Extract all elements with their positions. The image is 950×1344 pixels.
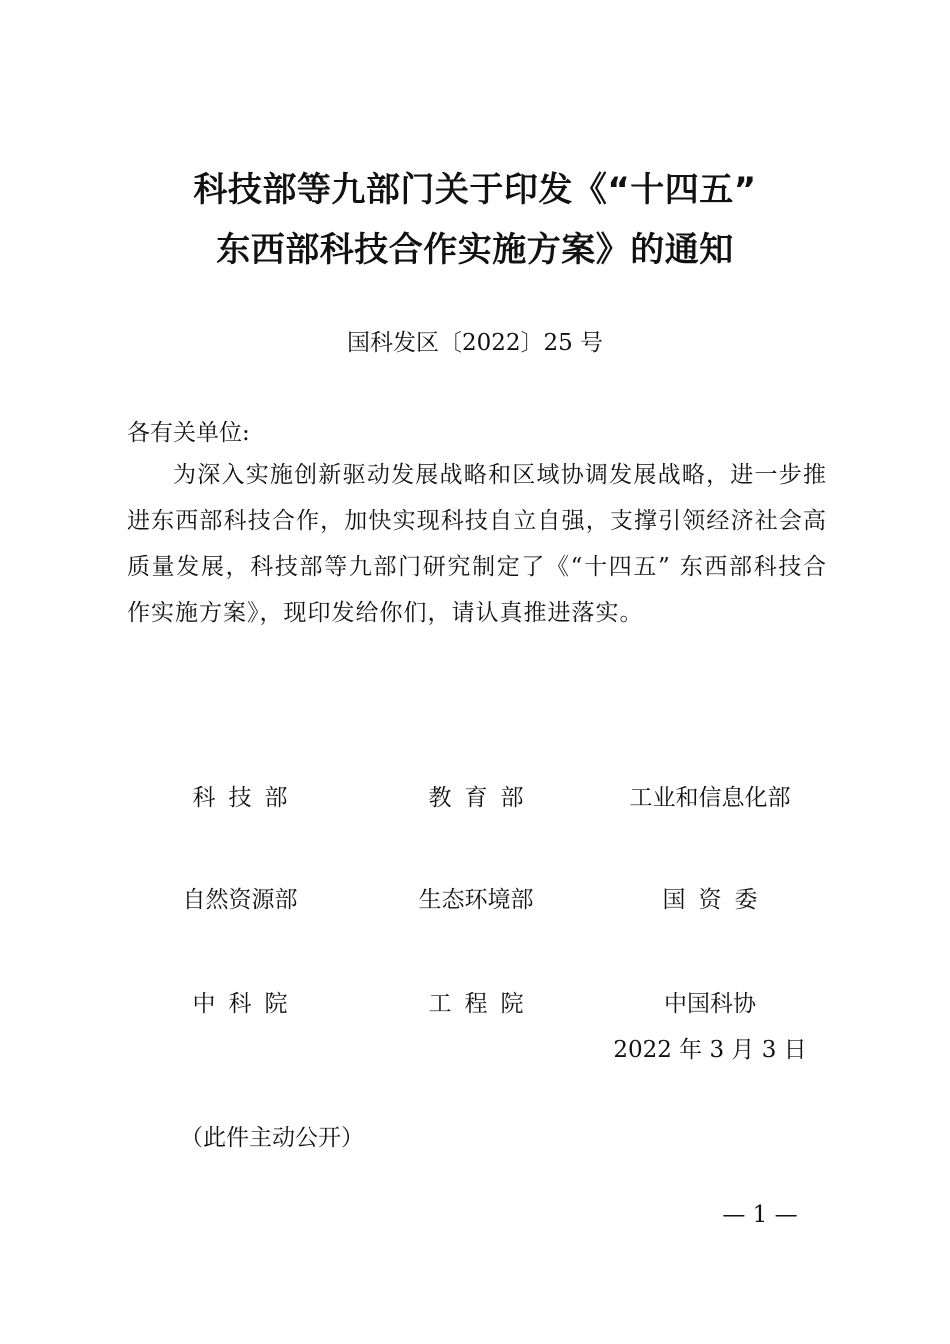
signatory-row-2	[0, 880, 950, 920]
signatory-ministry-of-science: 科技部	[192, 785, 301, 811]
signatory-natural-resources: 自然资源部	[182, 887, 298, 913]
signatory-cas: 中科院	[192, 991, 301, 1017]
salutation: 各有关单位:	[127, 420, 250, 446]
signatory-row-3	[0, 984, 950, 1024]
body-paragraph: 为深入实施创新驱动发展战略和区域协调发展战略，进一步推进东西部科技合作，加快实现科技自立自强，支撑引领经济社会高质量发展，科技部等九部门研究制定了《“十四五” 东西部科技合作实施方案》，现印发给你们，请认真推进落实。	[127, 462, 827, 626]
signatory-ministry-of-education: 教育部	[428, 785, 537, 811]
signatory-sasac: 国资委	[662, 887, 771, 913]
signatory-cast: 中国科协	[664, 991, 756, 1017]
signatory-miit: 工业和信息化部	[629, 785, 791, 811]
signatory-ecology-environment: 生态环境部	[418, 887, 534, 913]
page-number: — 1 —	[722, 1202, 798, 1228]
title-line-2: 东西部科技合作实施方案》的通知	[216, 230, 734, 270]
document-number: 国科发区〔2022〕25 号	[346, 330, 604, 356]
public-disclosure-note: （此件主动公开）	[180, 1125, 364, 1151]
signatory-cae: 工程院	[428, 991, 537, 1017]
title-line-1: 科技部等九部门关于印发《“十四五”	[193, 170, 757, 210]
issue-date: 2022 年 3 月 3 日	[613, 1037, 807, 1063]
signatory-row-1	[0, 778, 950, 818]
